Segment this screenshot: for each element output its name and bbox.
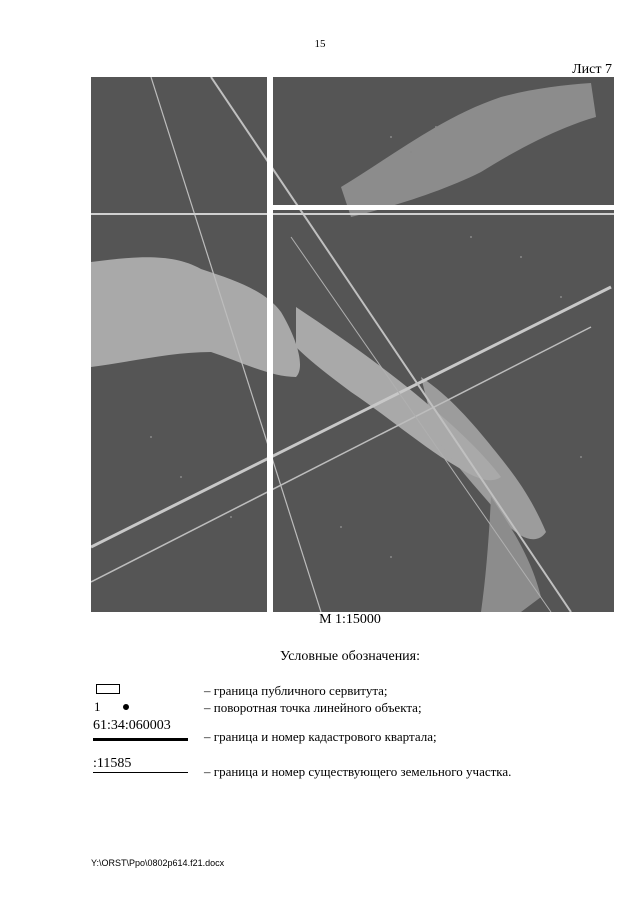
land-plot-number: :11585 [93,756,132,771]
map-image [91,77,614,612]
land-plot-line-symbol [93,772,188,773]
legend-title: Условные обозначения: [279,649,421,664]
legend-text-servitude: – граница публичного сервитута; [204,683,388,698]
cadastral-quarter-line-symbol [93,738,188,741]
turning-point-number: 1 [94,699,101,714]
servitude-boundary-symbol [96,684,120,694]
legend-text-cadastral-quarter: – граница и номер кадастрового квартала; [204,729,437,744]
cadastral-quarter-number: 61:34:060003 [93,718,171,733]
sheet-label: Лист 7 [572,62,612,77]
page-number: 15 [314,38,326,50]
legend-text-turning-point: – поворотная точка линейного объекта; [204,700,422,715]
map-scale: М 1:15000 [319,612,381,627]
legend-text-land-plot: – граница и номер существующего земельного участка. [204,764,512,779]
file-path-footer: Y:\ORST\Ppo\0802p614.f21.docx [91,858,225,868]
turning-point-symbol [123,704,129,710]
